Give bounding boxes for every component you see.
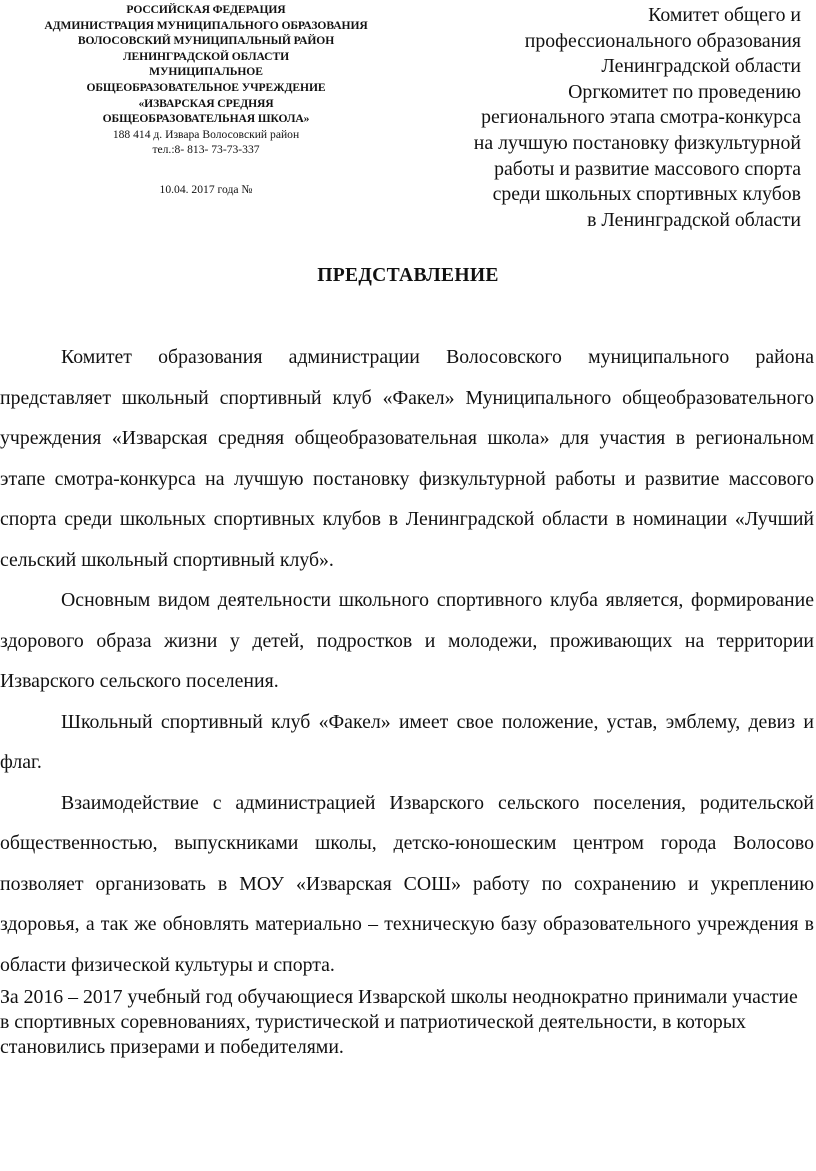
recipient-line: работы и развитие массового спорта: [494, 157, 801, 180]
letterhead-line-country: РОССИЙСКАЯ ФЕДЕРАЦИЯ: [126, 3, 286, 16]
letterhead-date: 10.04. 2017 года №: [159, 182, 253, 196]
recipient-line: профессионального образования: [524, 29, 801, 52]
letterhead-line-municipal: МУНИЦИПАЛЬНОЕ: [149, 65, 263, 79]
sender-letterhead: [0, 2, 412, 198]
recipient-line: на лучшую постановку физкультурной: [473, 131, 801, 154]
body-paragraph: Комитет образования администрации Волосовского муниципального района представляет школьный спортивный клуб «Факел» Муниципального общеобразовательного учреждения «Изварская средняя общеобразовательная школа» для участия в региональном этапе смотра-конкурса на лучшую постановку физкультурной работы и развитие массового спорта среди школьных спортивных клубов в Ленинградской области в номинации «Лучший сельский школьный спортивный клуб».: [0, 346, 814, 571]
letterhead-line-school-type: ОБЩЕОБРАЗОВАТЕЛЬНАЯ ШКОЛА»: [102, 112, 310, 126]
recipient-line: среди школьных спортивных клубов: [492, 183, 801, 206]
recipient-line: в Ленинградской области: [587, 208, 801, 231]
letterhead-line-institution: ОБЩЕОБРАЗОВАТЕЛЬНОЕ УЧРЕЖДЕНИЕ: [86, 80, 326, 94]
letterhead-line-district: ВОЛОСОВСКИЙ МУНИЦИПАЛЬНЫЙ РАЙОН: [77, 34, 335, 48]
body-paragraph: Основным видом деятельности школьного спортивного клуба является, формирование здорового образа жизни у детей, подростков и молодежи, проживающих на территории Изварского сельского поселения.: [0, 589, 814, 692]
recipient-line: Комитет общего и: [648, 4, 801, 26]
letterhead-line-administration: АДМИНИСТРАЦИЯ МУНИЦИПАЛЬНОГО ОБРАЗОВАНИЯ: [44, 18, 368, 32]
recipient-block: [401, 3, 801, 233]
body-paragraph: Школьный спортивный клуб «Факел» имеет свое положение, устав, эмблему, девиз и флаг.: [0, 710, 814, 773]
letterhead-phone: тел.:8- 813- 73-73-337: [152, 143, 260, 157]
letterhead-line-school-name: «ИЗВАРСКАЯ СРЕДНЯЯ: [138, 96, 274, 110]
document-title: ПРЕДСТАВЛЕНИЕ: [317, 265, 499, 286]
document-body: [0, 337, 814, 1060]
letterhead-address: 188 414 д. Извара Волосовский район: [112, 127, 300, 141]
recipient-line: Ленинградской области: [601, 55, 801, 78]
recipient-line: регионального этапа смотра-конкурса: [481, 106, 801, 129]
letterhead-line-region: ЛЕНИНГРАДСКОЙ ОБЛАСТИ: [122, 49, 290, 63]
recipient-line: Оргкомитет по проведению: [568, 80, 801, 103]
body-paragraph: Взаимодействие с администрацией Изварского сельского поселения, родительской общественностью, выпускниками школы, детско-юношеским центром города Волосово позволяет организовать в МОУ «Изварская СОШ» работу по сохранению и укреплению здоровья, а так же обновлять материально – техническую базу образовательного учреждения в области физической культуры и спорта.: [0, 791, 814, 976]
closing-paragraph: За 2016 – 2017 учебный год обучающиеся Изварской школы неоднократно принимали участие в спортивных соревнованиях, туристической и патриотической деятельности, в которых становились призерами и победителями.: [0, 986, 798, 1058]
